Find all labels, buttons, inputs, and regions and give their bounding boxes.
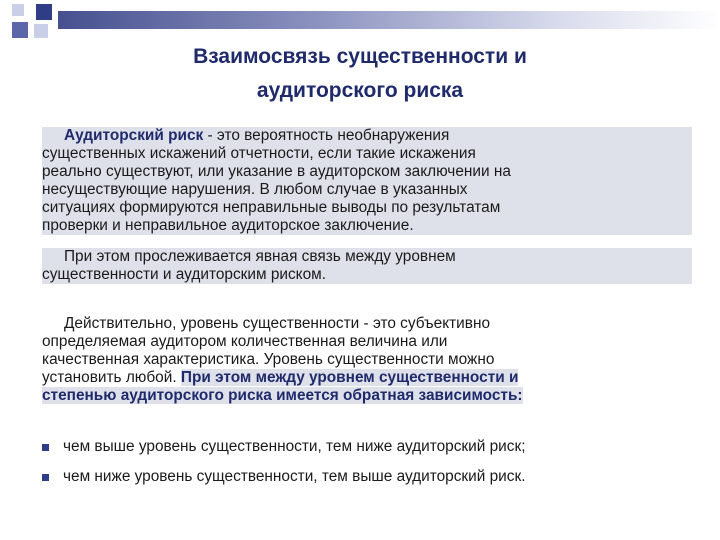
slide-title [0,40,720,108]
corner-square-decoration [36,4,52,20]
title-line-2: аудиторского риска [256,79,464,102]
header-gradient-bar [58,11,720,29]
list-item: чем выше уровень существенности, тем ниже аудиторский риск; [42,438,692,456]
bullet-list [42,438,692,498]
corner-square-decoration [34,24,48,38]
inverse-relation-statement-cont: степенью аудиторского риска имеется обратная зависимость: [42,387,523,404]
square-bullet-icon [42,474,49,481]
relation-paragraph: При этом прослеживается явная связь между уровнем существенности и аудиторским риском. [42,248,692,284]
inverse-relation-statement: При этом между уровнем существенности и [180,369,519,386]
explanation-paragraph: Действительно, уровень существенности - это субъективно определяемая аудитором количественная величина или качественная характеристика. Уровень существенности можно установить любой. При этом между уровнем существенности и степенью аудиторского риска имеется обратная зависимость: [42,315,523,404]
definition-paragraph: Аудиторский риск - это вероятность необнаружения существенных искажений отчетности, если такие искажения реально существуют, или указание в аудиторском заключении на несуществующие нарушения. В любом случае в указанных ситуациях формируются неправильные выводы по результатам проверки и неправильное аудиторское заключение. [42,127,692,235]
corner-square-decoration [12,22,28,38]
list-item: чем ниже уровень существенности, тем выше аудиторский риск. [42,468,692,486]
title-line-1: Взаимосвязь существенности и [193,45,527,68]
term-audit-risk: Аудиторский риск [64,127,204,144]
corner-square-decoration [12,4,24,16]
square-bullet-icon [42,444,49,451]
